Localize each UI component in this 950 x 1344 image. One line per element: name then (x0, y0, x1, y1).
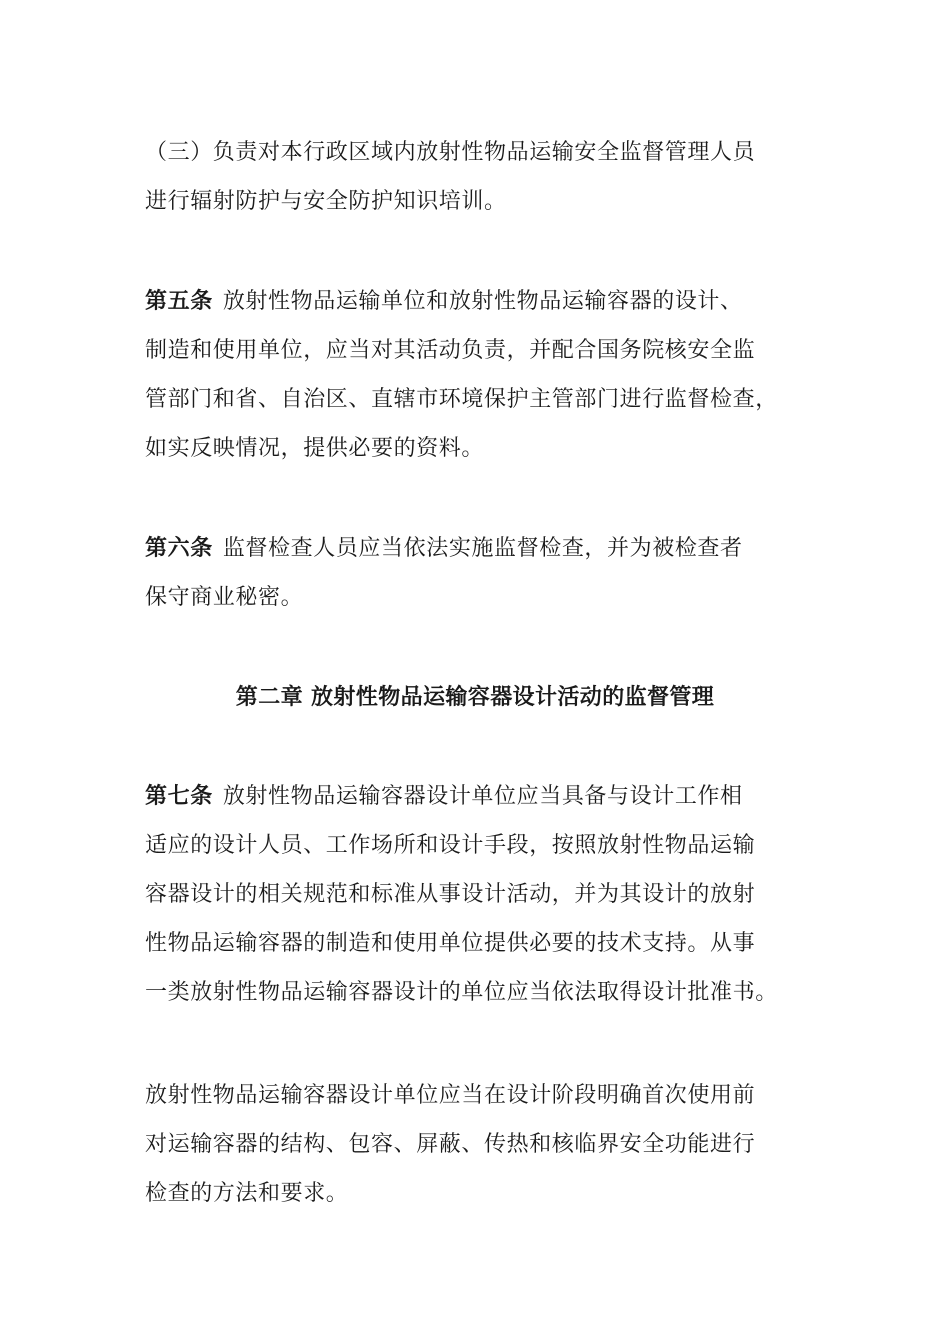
article-text: 监督检查人员应当依法实施监督检查，并为被检查者 (222, 536, 743, 561)
text-line: 性物品运输容器的制造和使用单位提供必要的技术支持。从事 (145, 931, 756, 956)
chapter-number: 第二章 (235, 685, 303, 710)
chapter-title: 放射性物品运输容器设计活动的监督管理 (311, 685, 715, 710)
text-line: 容器设计的相关规范和标准从事设计活动，并为其设计的放射 (145, 882, 756, 907)
text-line (145, 277, 820, 326)
text-line: 保守商业秘密。 (145, 585, 304, 610)
text-line (145, 772, 820, 821)
article-6 (145, 524, 820, 622)
text-line: 适应的设计人员、工作场所和设计手段，按照放射性物品运输 (145, 833, 756, 858)
text-line (145, 524, 820, 573)
article-label: 第六条 (145, 536, 213, 561)
text-line: 对运输容器的结构、包容、屏蔽、传热和核临界安全功能进行 (145, 1132, 756, 1157)
article-text: 放射性物品运输容器设计单位应当具备与设计工作相 (222, 784, 743, 809)
article-label: 第五条 (145, 289, 213, 314)
text-line: 检查的方法和要求。 (145, 1181, 349, 1206)
text-line: 进行辐射防护与安全防护知识培训。 (145, 189, 507, 214)
article-text: 放射性物品运输单位和放射性物品运输容器的设计、 (222, 289, 743, 314)
chapter-heading (0, 673, 950, 722)
paragraph-design-inspection (145, 1071, 820, 1218)
text-line: 如实反映情况，提供必要的资料。 (145, 436, 485, 461)
text-line: 管部门和省、自治区、直辖市环境保护主管部门进行监督检查， (145, 387, 778, 412)
article-7 (145, 772, 820, 1017)
paragraph-item-3 (145, 128, 820, 226)
text-line: 一类放射性物品运输容器设计的单位应当依法取得设计批准书。 (145, 980, 778, 1005)
text-line: 制造和使用单位，应当对其活动负责，并配合国务院核安全监 (145, 338, 756, 363)
article-label: 第七条 (145, 784, 213, 809)
article-5 (145, 277, 820, 473)
text-line: （三）负责对本行政区域内放射性物品运输安全监督管理人员 (145, 140, 756, 165)
text-line: 放射性物品运输容器设计单位应当在设计阶段明确首次使用前 (145, 1083, 756, 1108)
